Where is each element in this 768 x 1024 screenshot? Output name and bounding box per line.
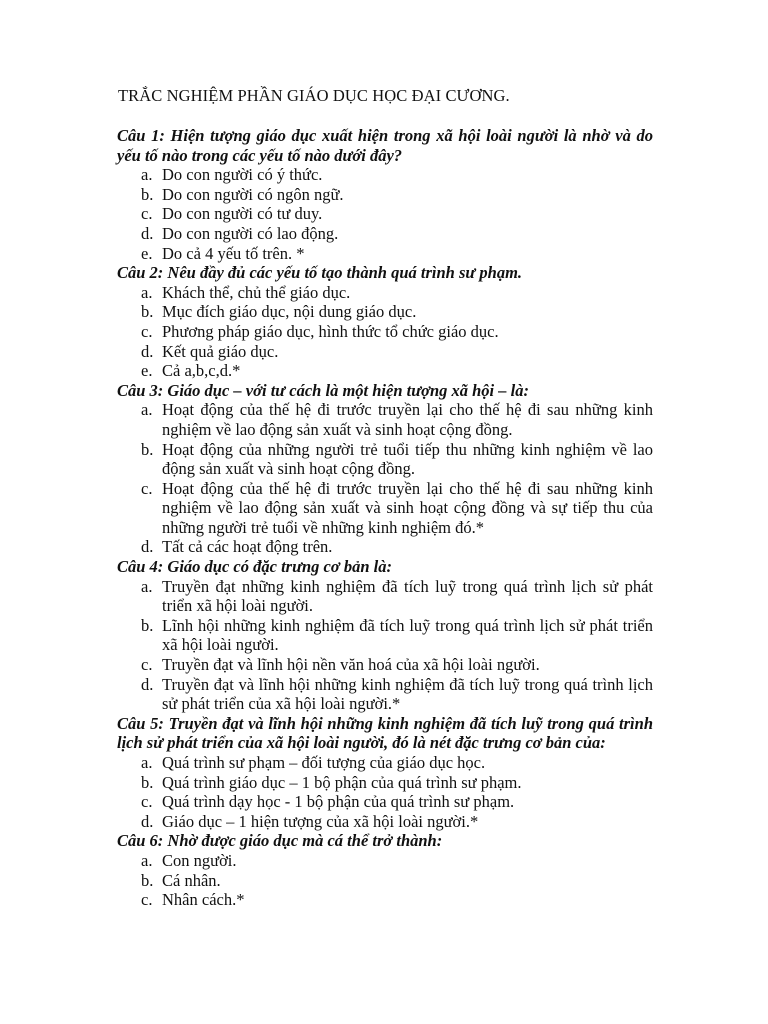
option-letter: c.: [141, 792, 153, 812]
option-text: Giáo dục – 1 hiện tượng của xã hội loài người.*: [162, 811, 479, 831]
option-item: [117, 283, 653, 303]
option-text: Truyền đạt và lĩnh hội những kinh nghiệm đã tích luỹ trong quá trình lịch sử phát triển của xã hội loài người.*: [162, 674, 653, 714]
option-item: [117, 871, 653, 891]
option-letter: a.: [141, 753, 153, 772]
option-letter: c.: [141, 321, 153, 341]
option-text: Cá nhân.: [162, 870, 221, 890]
option-letter: b.: [141, 302, 154, 322]
option-text: Do cả 4 yếu tố trên. *: [162, 243, 305, 263]
option-letter: c.: [141, 204, 153, 224]
option-letter: e.: [141, 361, 153, 381]
option-item: [117, 753, 653, 773]
question-1: [117, 126, 653, 263]
option-item: [117, 792, 653, 812]
option-item: [117, 537, 653, 557]
option-text: Hoạt động của thế hệ đi trước truyền lại cho thế hệ đi sau những kinh nghiệm về lao động sản xuất và sinh hoạt cộng đồng và sự tiếp thu của những người trẻ tuổi về những kinh nghiệm đó.*: [162, 478, 653, 537]
option-text: Phương pháp giáo dục, hình thức tổ chức giáo dục.: [162, 321, 499, 341]
option-letter: c.: [141, 890, 153, 910]
option-item: [117, 675, 653, 714]
option-list: [117, 283, 653, 381]
option-letter: a.: [141, 400, 153, 420]
option-text: Quá trình sư phạm – đối tượng của giáo dục học.: [162, 753, 486, 772]
option-text: Quá trình giáo dục – 1 bộ phận của quá trình sư phạm.: [162, 772, 522, 792]
option-text: Lĩnh hội những kinh nghiệm đã tích luỹ trong quá trình lịch sử phát triển xã hội loài người.: [162, 615, 653, 655]
option-item: [117, 577, 653, 616]
option-letter: b.: [141, 772, 154, 792]
option-text: Kết quả giáo dục.: [162, 341, 279, 361]
option-text: Con người.: [162, 850, 237, 870]
option-item: [117, 400, 653, 439]
option-letter: b.: [141, 615, 154, 635]
option-text: Nhân cách.*: [162, 890, 245, 910]
option-item: [117, 655, 653, 675]
option-letter: d.: [141, 223, 154, 243]
option-item: [117, 773, 653, 793]
option-text: Do con người có tư duy.: [162, 204, 323, 224]
option-item: [117, 322, 653, 342]
option-letter: a.: [141, 850, 153, 870]
option-text: Khách thể, chủ thể giáo dục.: [162, 282, 351, 302]
option-item: [117, 165, 653, 185]
option-letter: d.: [141, 811, 154, 831]
option-text: Hoạt động của những người trẻ tuổi tiếp thu những kinh nghiệm về lao động sản xuất và sinh hoạt cộng đồng.: [162, 439, 653, 479]
question-2: [117, 263, 653, 381]
option-item: [117, 361, 653, 381]
question-stem: Câu 3: Giáo dục – với tư cách là một hiện tượng xã hội – là:: [117, 380, 529, 400]
option-letter: d.: [141, 341, 154, 361]
option-text: Truyền đạt và lĩnh hội nền văn hoá của xã hội loài người.: [162, 655, 540, 675]
option-item: [117, 616, 653, 655]
option-text: Do con người có ý thức.: [162, 165, 323, 185]
option-item: [117, 440, 653, 479]
question-stem: Câu 6: Nhờ được giáo dục mà cá thể trở thành:: [117, 831, 443, 851]
option-item: [117, 812, 653, 832]
option-item: [117, 244, 653, 264]
option-item: [117, 479, 653, 538]
option-text: Tất cả các hoạt động trên.: [162, 537, 333, 557]
option-letter: e.: [141, 243, 153, 263]
option-letter: a.: [141, 165, 153, 185]
question-stem: Câu 4: Giáo dục có đặc trưng cơ bản là:: [117, 557, 392, 577]
option-letter: b.: [141, 184, 154, 204]
question-stem: Câu 1: Hiện tượng giáo dục xuất hiện trong xã hội loài người là nhờ và do yếu tố nào trong các yếu tố nào dưới đây?: [117, 126, 653, 165]
question-list: [117, 126, 653, 910]
option-list: [117, 753, 653, 831]
option-text: Do con người có ngôn ngữ.: [162, 184, 344, 204]
question-stem: Câu 5: Truyền đạt và lĩnh hội những kinh nghiệm đã tích luỹ trong quá trình lịch sử phát triển của xã hội loài người, đó là nét đặc trưng cơ bản của:: [117, 713, 653, 753]
option-item: [117, 890, 653, 910]
option-list: [117, 577, 653, 714]
option-text: Cả a,b,c,d.*: [162, 361, 241, 381]
question-3: [117, 381, 653, 557]
option-letter: d.: [141, 537, 154, 557]
option-letter: d.: [141, 674, 154, 694]
option-text: Truyền đạt những kinh nghiệm đã tích luỹ trong quá trình lịch sử phát triển xã hội loài người.: [162, 576, 653, 616]
option-text: Quá trình dạy học - 1 bộ phận của quá trình sư phạm.: [162, 792, 515, 812]
option-list: [117, 851, 653, 910]
question-5: [117, 714, 653, 832]
option-letter: b.: [141, 870, 154, 890]
option-letter: a.: [141, 282, 153, 302]
option-item: [117, 851, 653, 871]
option-letter: c.: [141, 478, 153, 498]
option-text: Hoạt động của thế hệ đi trước truyền lại cho thế hệ đi sau những kinh nghiệm về lao động sản xuất và sinh hoạt cộng đồng.: [162, 400, 653, 439]
option-item: [117, 342, 653, 362]
option-text: Mục đích giáo dục, nội dung giáo dục.: [162, 302, 417, 322]
option-text: Do con người có lao động.: [162, 223, 339, 243]
option-item: [117, 204, 653, 224]
option-list: [117, 400, 653, 557]
question-stem: Câu 2: Nêu đầy đủ các yếu tố tạo thành quá trình sư phạm.: [117, 263, 523, 283]
document-title: TRẮC NGHIỆM PHẦN GIÁO DỤC HỌC ĐẠI CƯƠNG.: [118, 86, 510, 105]
option-item: [117, 224, 653, 244]
option-list: [117, 165, 653, 263]
question-6: [117, 831, 653, 909]
option-item: [117, 302, 653, 322]
option-item: [117, 185, 653, 205]
question-4: [117, 557, 653, 714]
option-letter: b.: [141, 439, 154, 459]
option-letter: c.: [141, 655, 153, 675]
option-letter: a.: [141, 576, 153, 596]
